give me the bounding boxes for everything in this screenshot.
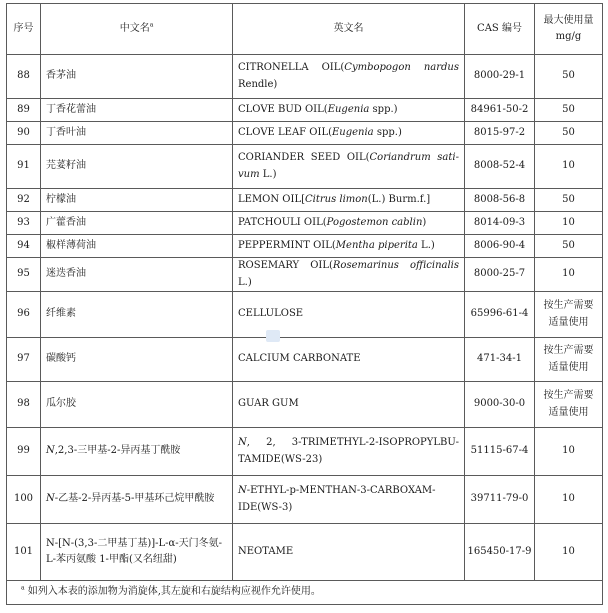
row-cas: 8015-97-2 xyxy=(465,122,535,145)
row-cn-name: N-[N-(3,3-二甲基丁基)]-L-α-天门冬氨-L-苯丙氨酸 1-甲酯(又名纽甜) xyxy=(41,524,233,581)
row-en-name xyxy=(233,212,465,235)
en-name-italic: Citrus limon xyxy=(305,193,368,205)
en-name-part: LEMON OIL[ xyxy=(238,193,305,205)
header-max-dose-line1: 最大使用量 xyxy=(543,14,594,26)
row-cas: 8006-90-4 xyxy=(465,235,535,258)
footnote xyxy=(7,581,603,605)
row-en-name xyxy=(233,99,465,122)
en-name-tail: spp.) xyxy=(373,126,402,138)
table-row xyxy=(7,212,603,235)
row-no: 98 xyxy=(7,382,41,428)
row-cn-name: 丁香花蕾油 xyxy=(41,99,233,122)
row-dose: 10 xyxy=(535,258,603,292)
en-name-part: CLOVE LEAF OIL( xyxy=(238,126,332,138)
row-no: 92 xyxy=(7,189,41,212)
row-en-name xyxy=(233,476,465,524)
row-en-name: CELLULOSE xyxy=(233,292,465,338)
footnote-row xyxy=(7,581,603,605)
table-row xyxy=(7,382,603,428)
footnote-text: 如列入本表的添加物为消旋体,其左旋和右旋结构应视作允许使用。 xyxy=(24,586,321,598)
row-en-name xyxy=(233,122,465,145)
row-dose: 10 xyxy=(535,428,603,476)
row-en-name: CALCIUM CARBONATE xyxy=(233,338,465,382)
row-no: 94 xyxy=(7,235,41,258)
row-no: 89 xyxy=(7,99,41,122)
footnote-mark: a xyxy=(21,584,25,592)
en-name-tail: spp.) xyxy=(369,103,398,115)
row-no: 99 xyxy=(7,428,41,476)
en-name-tail: , 2, 3-TRIMETHYL-2-ISOPROPYLBU-TAMIDE(WS-23) xyxy=(238,437,459,465)
table-row xyxy=(7,122,603,145)
header-cas: CAS 编号 xyxy=(465,4,535,55)
cn-name-italic: N xyxy=(46,445,55,457)
header-no: 序号 xyxy=(7,4,41,55)
table-row xyxy=(7,292,603,338)
row-dose: 50 xyxy=(535,99,603,122)
row-cas: 9000-30-0 xyxy=(465,382,535,428)
en-name-italic: Eugenia xyxy=(331,126,374,138)
en-name-part: ROSEMARY OIL( xyxy=(238,260,333,271)
row-no: 100 xyxy=(7,476,41,524)
row-en-name: NEOTAME xyxy=(233,524,465,581)
row-no: 88 xyxy=(7,55,41,99)
en-name-tail: L.) xyxy=(238,276,252,288)
row-cas: 8000-25-7 xyxy=(465,258,535,292)
row-en-name xyxy=(233,55,465,99)
row-no: 96 xyxy=(7,292,41,338)
row-cas: 84961-50-2 xyxy=(465,99,535,122)
en-name-part: PATCHOULI OIL( xyxy=(238,216,327,228)
table-row xyxy=(7,235,603,258)
en-name-tail: -ETHYL-p-MENTHAN-3-CARBOXAM-IDE(WS-3) xyxy=(238,485,436,513)
table-row xyxy=(7,428,603,476)
row-no: 97 xyxy=(7,338,41,382)
table-row xyxy=(7,524,603,581)
en-name-tail: Rendle) xyxy=(238,78,278,90)
row-no: 93 xyxy=(7,212,41,235)
additive-table xyxy=(6,3,603,605)
row-cas: 471-34-1 xyxy=(465,338,535,382)
en-name-part: CORIANDER SEED OIL( xyxy=(238,152,370,163)
table-row xyxy=(7,55,603,99)
header-max-dose xyxy=(535,4,603,55)
en-name-tail: L.) xyxy=(417,239,435,251)
row-no: 101 xyxy=(7,524,41,581)
en-name-part: CITRONELLA OIL( xyxy=(238,62,345,73)
row-en-name xyxy=(233,428,465,476)
en-name-italic: Cymbopogon nardus xyxy=(344,62,459,73)
header-max-dose-line2: mg/g xyxy=(555,31,582,42)
en-name-part: PEPPERMINT OIL( xyxy=(238,239,336,251)
row-cn-name: 椒样薄荷油 xyxy=(41,235,233,258)
row-dose: 50 xyxy=(535,235,603,258)
row-cas: 51115-67-4 xyxy=(465,428,535,476)
row-dose: 50 xyxy=(535,55,603,99)
row-dose: 按生产需要适量使用 xyxy=(535,292,603,338)
row-en-name xyxy=(233,258,465,292)
en-name-italic: Rosemarinus officinalis xyxy=(332,260,459,271)
row-en-name xyxy=(233,189,465,212)
row-en-name xyxy=(233,235,465,258)
row-no: 90 xyxy=(7,122,41,145)
header-en-name: 英文名 xyxy=(233,4,465,55)
row-cn-name: 芫荽籽油 xyxy=(41,145,233,189)
table-header xyxy=(7,4,603,55)
row-cas: 8008-52-4 xyxy=(465,145,535,189)
header-cn-name-text: 中文名 xyxy=(119,22,150,34)
header-cn-name xyxy=(41,4,233,55)
table-row xyxy=(7,476,603,524)
row-cn-name: 纤维素 xyxy=(41,292,233,338)
en-name-tail: (L.) Burm.f.] xyxy=(367,193,431,205)
en-name-italic: Pogostemon cablin xyxy=(326,216,423,228)
row-cn-name xyxy=(41,428,233,476)
header-cn-name-mark: a xyxy=(149,21,154,29)
row-cas: 65996-61-4 xyxy=(465,292,535,338)
row-dose: 10 xyxy=(535,524,603,581)
en-name-italic: N xyxy=(238,485,247,496)
en-name-italic: Mentha piperita xyxy=(335,239,418,251)
row-dose: 50 xyxy=(535,122,603,145)
en-name-part: CLOVE BUD OIL( xyxy=(238,103,328,115)
row-dose: 按生产需要适量使用 xyxy=(535,338,603,382)
row-en-name xyxy=(233,145,465,189)
row-cas: 8014-09-3 xyxy=(465,212,535,235)
row-dose: 10 xyxy=(535,145,603,189)
row-dose: 按生产需要适量使用 xyxy=(535,382,603,428)
row-cn-name: 丁香叶油 xyxy=(41,122,233,145)
watermark-logo xyxy=(266,330,280,342)
row-cn-name: 柠檬油 xyxy=(41,189,233,212)
row-dose: 10 xyxy=(535,476,603,524)
cn-name-part: -乙基-2-异丙基-5-甲基环己烷甲酰胺 xyxy=(54,493,215,505)
row-cn-name: 瓜尔胶 xyxy=(41,382,233,428)
table-row xyxy=(7,99,603,122)
row-no: 91 xyxy=(7,145,41,189)
row-cn-name: 广藿香油 xyxy=(41,212,233,235)
en-name-tail: L.) xyxy=(259,168,277,180)
en-name-tail: ) xyxy=(422,216,427,228)
table-row xyxy=(7,145,603,189)
table-row xyxy=(7,338,603,382)
row-en-name: GUAR GUM xyxy=(233,382,465,428)
row-cas: 165450-17-9 xyxy=(465,524,535,581)
table-row xyxy=(7,189,603,212)
row-cn-name xyxy=(41,476,233,524)
row-cn-name: 香茅油 xyxy=(41,55,233,99)
cn-name-italic: N xyxy=(46,493,55,505)
row-dose: 50 xyxy=(535,189,603,212)
row-dose: 10 xyxy=(535,212,603,235)
en-name-italic: N xyxy=(238,437,247,448)
row-cas: 8008-56-8 xyxy=(465,189,535,212)
row-cn-name: 迷迭香油 xyxy=(41,258,233,292)
cn-name-part: ,2,3-三甲基-2-异丙基丁酰胺 xyxy=(54,445,181,457)
row-cas: 8000-29-1 xyxy=(465,55,535,99)
row-no: 95 xyxy=(7,258,41,292)
row-cn-name: 碳酸钙 xyxy=(41,338,233,382)
en-name-italic: Eugenia xyxy=(327,103,370,115)
en-name-italic: Coriandrum sati-vum xyxy=(238,152,459,180)
row-cas: 39711-79-0 xyxy=(465,476,535,524)
table-row xyxy=(7,258,603,292)
